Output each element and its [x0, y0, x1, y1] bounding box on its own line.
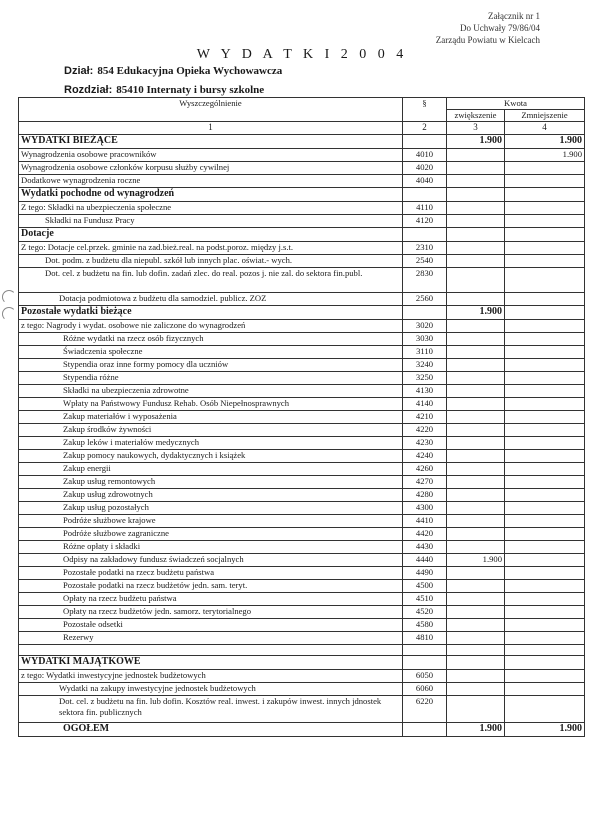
- dzial-value: 854 Edukacyjna Opieka Wychowawcza: [97, 65, 283, 77]
- row-paragraph: 4810: [403, 632, 447, 645]
- row-decrease: [505, 515, 585, 528]
- row-description: Wydatki pochodne od wynagrodzeń: [19, 188, 403, 202]
- row-increase: [447, 489, 505, 502]
- row-decrease: [505, 188, 585, 202]
- section-row: [19, 228, 585, 242]
- row-description: Pozostałe odsetki: [19, 619, 403, 632]
- row-description: [19, 645, 403, 656]
- table-row: [19, 372, 585, 385]
- row-increase: [447, 515, 505, 528]
- header-decrease: Zmniejszenie: [505, 110, 585, 122]
- row-paragraph: 4500: [403, 580, 447, 593]
- table-row: [19, 320, 585, 333]
- row-decrease: [505, 656, 585, 670]
- header-amount: Kwota: [447, 98, 585, 110]
- row-paragraph: 4280: [403, 489, 447, 502]
- row-paragraph: 4300: [403, 502, 447, 515]
- expenses-table: [18, 97, 585, 737]
- row-description: Różne wydatki na rzecz osób fizycznych: [19, 333, 403, 346]
- row-paragraph: 3240: [403, 359, 447, 372]
- row-decrease: [505, 242, 585, 255]
- header-paragraph: §: [403, 98, 447, 122]
- row-paragraph: 3030: [403, 333, 447, 346]
- table-row: [19, 476, 585, 489]
- row-paragraph: 4520: [403, 606, 447, 619]
- row-paragraph: 4040: [403, 175, 447, 188]
- row-decrease: [505, 463, 585, 476]
- table-row: [19, 202, 585, 215]
- row-increase: [447, 450, 505, 463]
- row-description: Różne opłaty i składki: [19, 541, 403, 554]
- column-number: 2: [403, 122, 447, 135]
- row-decrease: [505, 670, 585, 683]
- row-description: Świadczenia społeczne: [19, 346, 403, 359]
- table-row: [19, 670, 585, 683]
- section-row: [19, 656, 585, 670]
- row-increase: [447, 696, 505, 723]
- row-decrease: [505, 645, 585, 656]
- row-increase: [447, 541, 505, 554]
- row-increase: [447, 268, 505, 293]
- row-description: Zakup usług pozostałych: [19, 502, 403, 515]
- row-increase: [447, 242, 505, 255]
- table-row: [19, 541, 585, 554]
- row-paragraph: 3110: [403, 346, 447, 359]
- row-description: Opłaty na rzecz budżetów jedn. samorz. terytorialnego: [19, 606, 403, 619]
- table-row: [19, 619, 585, 632]
- table-row: [19, 385, 585, 398]
- row-paragraph: 4490: [403, 567, 447, 580]
- row-decrease: [505, 437, 585, 450]
- table-row: [19, 489, 585, 502]
- table-row: [19, 268, 585, 293]
- row-description: Zakup usług zdrowotnych: [19, 489, 403, 502]
- row-decrease: [505, 175, 585, 188]
- header-row: [19, 98, 585, 110]
- header-increase: zwiększenie: [447, 110, 505, 122]
- row-increase: [447, 202, 505, 215]
- row-description: Wynagrodzenia osobowe członków korpusu służby cywilnej: [19, 162, 403, 175]
- row-increase: [447, 437, 505, 450]
- row-increase: [447, 293, 505, 306]
- table-row: [19, 696, 585, 723]
- row-description: Odpisy na zakładowy fundusz świadczeń socjalnych: [19, 554, 403, 567]
- row-paragraph: 2830: [403, 268, 447, 293]
- row-paragraph: 4230: [403, 437, 447, 450]
- row-paragraph: 4430: [403, 541, 447, 554]
- row-description: Opłaty na rzecz budżetu państwa: [19, 593, 403, 606]
- row-decrease: [505, 593, 585, 606]
- row-increase: [447, 346, 505, 359]
- row-description: Zakup energii: [19, 463, 403, 476]
- punch-hole-mark: [2, 307, 16, 321]
- table-row: [19, 175, 585, 188]
- row-increase: [447, 149, 505, 162]
- row-increase: [447, 606, 505, 619]
- row-increase: [447, 175, 505, 188]
- row-decrease: [505, 424, 585, 437]
- document-title: W Y D A T K I 2 0 0 4: [196, 47, 408, 62]
- row-description: Składki na ubezpieczenia zdrowotne: [19, 385, 403, 398]
- rozdzial-line: [64, 84, 264, 96]
- row-paragraph: [403, 645, 447, 656]
- row-paragraph: 4580: [403, 619, 447, 632]
- row-increase: [447, 255, 505, 268]
- row-increase: [447, 463, 505, 476]
- punch-hole-mark: [2, 290, 16, 304]
- row-increase: [447, 632, 505, 645]
- row-increase: [447, 656, 505, 670]
- total-increase: 1.900: [447, 723, 505, 737]
- column-number: 4: [505, 122, 585, 135]
- table-row: [19, 463, 585, 476]
- row-description: Pozostałe podatki na rzecz budżetu państwa: [19, 567, 403, 580]
- row-paragraph: [403, 135, 447, 149]
- row-decrease: [505, 632, 585, 645]
- row-description: Pozostałe podatki na rzecz budżetów jedn. sam. teryt.: [19, 580, 403, 593]
- row-decrease: [505, 385, 585, 398]
- table-row: [19, 450, 585, 463]
- table-row: [19, 255, 585, 268]
- table-row: [19, 242, 585, 255]
- rozdzial-label: Rozdział:: [64, 84, 113, 96]
- table-row: [19, 346, 585, 359]
- row-paragraph: [403, 306, 447, 320]
- row-paragraph: 4220: [403, 424, 447, 437]
- column-number: 1: [19, 122, 403, 135]
- row-decrease: [505, 606, 585, 619]
- table-row: [19, 515, 585, 528]
- attachment-line-3: Zarządu Powiatu w Kielcach: [435, 35, 540, 45]
- row-increase: [447, 385, 505, 398]
- table-row: [19, 554, 585, 567]
- row-decrease: [505, 528, 585, 541]
- table-row: [19, 528, 585, 541]
- row-paragraph: 2560: [403, 293, 447, 306]
- row-description: Dot. podm. z budżetu dla niepubl. szkół lub innych plac. oświat.- wych.: [19, 255, 403, 268]
- row-decrease: [505, 293, 585, 306]
- row-description: WYDATKI MAJĄTKOWE: [19, 656, 403, 670]
- row-decrease: [505, 502, 585, 515]
- row-decrease: [505, 489, 585, 502]
- row-paragraph: 4110: [403, 202, 447, 215]
- row-decrease: 1.900: [505, 149, 585, 162]
- row-paragraph: 3250: [403, 372, 447, 385]
- attachment-line-1: Załącznik nr 1: [488, 11, 540, 21]
- table-row: [19, 398, 585, 411]
- row-increase: [447, 476, 505, 489]
- row-paragraph: 4210: [403, 411, 447, 424]
- table-row: [19, 502, 585, 515]
- row-increase: 1.900: [447, 135, 505, 149]
- row-paragraph: 4120: [403, 215, 447, 228]
- row-increase: [447, 645, 505, 656]
- row-increase: [447, 502, 505, 515]
- row-increase: [447, 228, 505, 242]
- row-increase: [447, 398, 505, 411]
- row-description: Wynagrodzenia osobowe pracowników: [19, 149, 403, 162]
- row-description: Zakup materiałów i wyposażenia: [19, 411, 403, 424]
- row-increase: [447, 359, 505, 372]
- row-decrease: [505, 476, 585, 489]
- table-row: [19, 593, 585, 606]
- total-label: OGÓŁEM: [19, 723, 403, 737]
- row-description: Pozostałe wydatki bieżące: [19, 306, 403, 320]
- row-decrease: [505, 346, 585, 359]
- row-decrease: [505, 580, 585, 593]
- table-row: [19, 162, 585, 175]
- row-paragraph: 4270: [403, 476, 447, 489]
- row-increase: [447, 567, 505, 580]
- row-description: Z tego: Dotacje cel.przek. gminie na zad.bież.real. na podst.poroz. między j.s.t.: [19, 242, 403, 255]
- row-decrease: [505, 255, 585, 268]
- row-description: Wpłaty na Państwowy Fundusz Rehab. Osób Niepełnosprawnych: [19, 398, 403, 411]
- row-decrease: [505, 202, 585, 215]
- rozdzial-value: 85410 Internaty i bursy szkolne: [116, 84, 265, 96]
- row-decrease: [505, 567, 585, 580]
- row-increase: 1.900: [447, 306, 505, 320]
- row-paragraph: 6220: [403, 696, 447, 723]
- table-row: [19, 215, 585, 228]
- row-decrease: [505, 541, 585, 554]
- table-row: [19, 567, 585, 580]
- table-row: [19, 683, 585, 696]
- row-description: Wydatki na zakupy inwestycyjne jednostek budżetowych: [19, 683, 403, 696]
- total-paragraph: [403, 723, 447, 737]
- row-paragraph: 4020: [403, 162, 447, 175]
- row-description: Dot. cel. z budżetu na fin. lub dofin. Kosztów real. inwest. i zakupów inwest. innych jdnostek sektora fin. publicznych: [19, 696, 403, 723]
- row-paragraph: 3020: [403, 320, 447, 333]
- table-row: [19, 333, 585, 346]
- row-decrease: [505, 320, 585, 333]
- table-row: [19, 437, 585, 450]
- row-increase: [447, 188, 505, 202]
- table-row: [19, 411, 585, 424]
- row-description: Zakup usług remontowych: [19, 476, 403, 489]
- row-decrease: [505, 619, 585, 632]
- row-decrease: [505, 268, 585, 293]
- row-paragraph: 4130: [403, 385, 447, 398]
- column-number-row: [19, 122, 585, 135]
- row-description: z tego: Nagrody i wydat. osobowe nie zaliczone do wynagrodzeń: [19, 320, 403, 333]
- row-increase: [447, 333, 505, 346]
- row-decrease: [505, 372, 585, 385]
- table-row: [19, 149, 585, 162]
- section-row: [19, 188, 585, 202]
- section-row: [19, 306, 585, 320]
- attachment-note: [436, 10, 540, 46]
- row-decrease: [505, 450, 585, 463]
- row-paragraph: 2310: [403, 242, 447, 255]
- row-paragraph: 2540: [403, 255, 447, 268]
- row-increase: [447, 162, 505, 175]
- row-decrease: [505, 398, 585, 411]
- row-description: Zakup leków i materiałów medycznych: [19, 437, 403, 450]
- row-paragraph: 4510: [403, 593, 447, 606]
- row-description: Podróże służbowe krajowe: [19, 515, 403, 528]
- row-decrease: [505, 411, 585, 424]
- row-paragraph: 4260: [403, 463, 447, 476]
- row-description: Stypendia oraz inne formy pomocy dla uczniów: [19, 359, 403, 372]
- row-increase: [447, 320, 505, 333]
- column-number: 3: [447, 122, 505, 135]
- row-decrease: 1.900: [505, 135, 585, 149]
- attachment-line-2: Do Uchwały 79/86/04: [460, 23, 540, 33]
- total-decrease: 1.900: [505, 723, 585, 737]
- row-increase: [447, 683, 505, 696]
- table-row: [19, 293, 585, 306]
- row-description: WYDATKI BIEŻĄCE: [19, 135, 403, 149]
- row-increase: [447, 619, 505, 632]
- row-description: Zakup środków żywności: [19, 424, 403, 437]
- row-description: Dotacja podmiotowa z budżetu dla samodziel. publicz. ZOZ: [19, 293, 403, 306]
- row-decrease: [505, 162, 585, 175]
- table-row: [19, 632, 585, 645]
- total-row: [19, 723, 585, 737]
- row-description: Zakup pomocy naukowych, dydaktycznych i książek: [19, 450, 403, 463]
- row-description: Składki na Fundusz Pracy: [19, 215, 403, 228]
- row-description: Dotacje: [19, 228, 403, 242]
- row-description: Podróże służbowe zagraniczne: [19, 528, 403, 541]
- row-increase: 1.900: [447, 554, 505, 567]
- row-decrease: [505, 359, 585, 372]
- header-description: Wyszczególnienie: [19, 98, 403, 122]
- row-increase: [447, 411, 505, 424]
- row-paragraph: 4440: [403, 554, 447, 567]
- dzial-line: [64, 65, 282, 77]
- row-paragraph: 4010: [403, 149, 447, 162]
- row-paragraph: [403, 228, 447, 242]
- row-decrease: [505, 683, 585, 696]
- table-row: [19, 359, 585, 372]
- table-row: [19, 580, 585, 593]
- row-decrease: [505, 333, 585, 346]
- row-increase: [447, 580, 505, 593]
- row-paragraph: 4410: [403, 515, 447, 528]
- table-row: [19, 424, 585, 437]
- row-increase: [447, 670, 505, 683]
- row-paragraph: [403, 656, 447, 670]
- dzial-label: Dział:: [64, 65, 94, 77]
- row-paragraph: [403, 188, 447, 202]
- row-decrease: [505, 554, 585, 567]
- section-row: [19, 135, 585, 149]
- row-decrease: [505, 696, 585, 723]
- row-paragraph: 6060: [403, 683, 447, 696]
- row-description: z tego: Wydatki inwestycyjne jednostek budżetowych: [19, 670, 403, 683]
- row-paragraph: 4420: [403, 528, 447, 541]
- row-increase: [447, 528, 505, 541]
- row-paragraph: 4140: [403, 398, 447, 411]
- row-increase: [447, 424, 505, 437]
- row-paragraph: 6050: [403, 670, 447, 683]
- row-increase: [447, 593, 505, 606]
- row-paragraph: 4240: [403, 450, 447, 463]
- row-increase: [447, 372, 505, 385]
- row-decrease: [505, 215, 585, 228]
- row-description: Dodatkowe wynagrodzenia roczne: [19, 175, 403, 188]
- row-description: Dot. cel. z budżetu na fin. lub dofin. zadań zlec. do real. pozos j. nie zal. do sektora fin.publ.: [19, 268, 403, 293]
- table-row: [19, 645, 585, 656]
- row-description: Rezerwy: [19, 632, 403, 645]
- row-description: Stypendia różne: [19, 372, 403, 385]
- row-increase: [447, 215, 505, 228]
- row-decrease: [505, 228, 585, 242]
- table-row: [19, 606, 585, 619]
- row-decrease: [505, 306, 585, 320]
- row-description: Z tego: Składki na ubezpieczenia społeczne: [19, 202, 403, 215]
